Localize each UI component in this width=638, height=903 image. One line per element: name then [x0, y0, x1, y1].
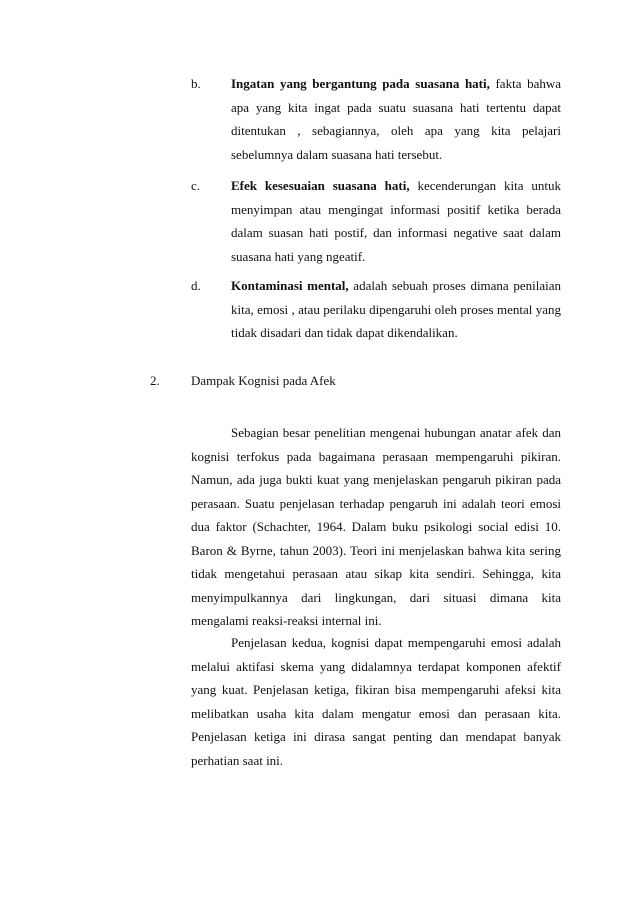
list-item-text: kecenderungan kita untuk menyimpan atau mengingat informasi positif ketika berada dalam suasan hati postif, dan informasi negative saat dalam suasana hati yang ngeatif.: [231, 178, 561, 264]
section-number: 2.: [150, 373, 160, 388]
list-item-letter: c.: [191, 178, 201, 193]
list-item-term: Ingatan yang bergantung pada suasana hati,: [231, 76, 490, 91]
list-item-term: Kontaminasi mental,: [231, 278, 349, 293]
list-item-text: fakta bahwa apa yang kita ingat pada suatu suasana hati tertentu dapat ditentukan , sebagiannya, oleh apa yang kita pelajari sebelumnya dalam suasana hati tersebut.: [231, 76, 561, 162]
list-item-letter: d.: [191, 278, 201, 293]
paragraph-1: Sebagian besar penelitian mengenai hubungan anatar afek dan kognisi terfokus pada bagaimana perasaan mempengaruhi pikiran. Namun, ada juga bukti kuat yang menjelaskan pengaruh pikiran pada perasaan. Suatu penjelasan terhadap pengaruh ini adalah teori emosi dua faktor (Schachter, 1964. Dalam buku psikologi social edisi 10. Baron & Byrne, tahun 2003). Teori ini menjelaskan bahwa kita sering tidak mengetahui perasaan atau sikap kita sendiri. Sehingga, kita menyimpulkannya dari lingkungan, dari situasi dimana kita mengalami reaksi-reaksi internal ini.: [191, 425, 561, 628]
list-item-text: adalah sebuah proses dimana penilaian kita, emosi , atau perilaku dipengaruhi oleh proses mental yang tidak disadari dan tidak dapat dikendalikan.: [231, 278, 561, 340]
list-item-body: [231, 72, 561, 166]
list-item-term: Efek kesesuaian suasana hati,: [231, 178, 410, 193]
section-title: Dampak Kognisi pada Afek: [191, 373, 336, 388]
list-item-letter: b.: [191, 76, 201, 91]
list-item-body: [231, 174, 561, 268]
paragraph-2: Penjelasan kedua, kognisi dapat mempengaruhi emosi adalah melalui aktifasi skema yang didalamnya terdapat komponen afektif yang kuat. Penjelasan ketiga, fikiran bisa mempengaruhi afeksi kita melibatkan usaha kita dalam mengatur emosi dan perasaan kita. Penjelasan ketiga ini dirasa sangat penting dan mendapat banyak perhatian saat ini.: [191, 635, 561, 768]
list-item-body: [231, 274, 561, 345]
